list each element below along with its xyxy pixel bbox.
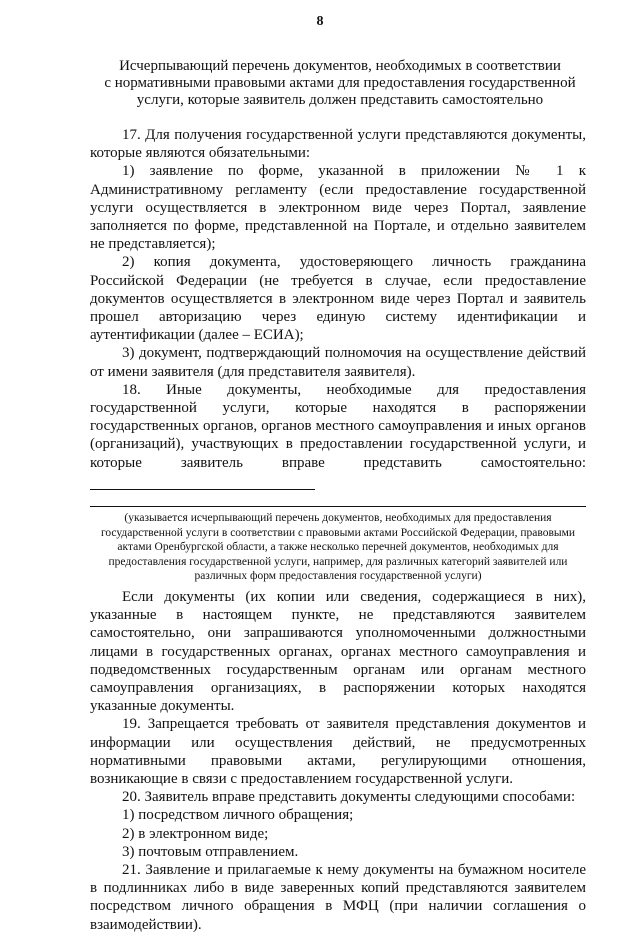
paragraph-21: 21. Заявление и прилагаемые к нему документы на бумажном носителе в подлинниках либо в виде заверенных копий представляются заявителем посредством личного обращения в МФЦ (при наличии соглашения о взаимодействии). xyxy=(90,862,586,933)
paragraph-17-item-3: 3) документ, подтверждающий полномочия на осуществление действий от имени заявителя (для представителя заявителя). xyxy=(90,345,586,380)
paragraph-20-item-3: 3) почтовым отправлением. xyxy=(122,843,299,860)
paragraph-19: 19. Запрещается требовать от заявителя представления документов и информации или осуществления действий, не предусмотренных нормативными правовыми актами, регулирующими отношения, возникающие в связи с предоставлением государственной услуги. xyxy=(90,716,586,788)
paragraph-17-item-2: 2) копия документа, удостоверяющего личность гражданина Российской Федерации (не требуется в случае, если предоставление документов осуществляется в электронном виде через Портал и заявитель прошел авторизацию через единую систему идентификации и аутентификации (далее – ЕСИА); xyxy=(90,254,586,344)
blank-fill-line xyxy=(90,492,586,507)
paragraph-18-continued: Если документы (их копии или сведения, содержащиеся в них), указанные в настоящем пункте, не представляются заявителем самостоятельно, они запрашиваются уполномоченными должностными лицами в государственных органах, органах местного самоуправления и подведомственных государственным органам или органам местного самоуправления организациях, в распоряжении которых находятся указанные документы. xyxy=(90,589,586,715)
heading-line: услуги, которые заявитель должен представить самостоятельно xyxy=(136,92,544,108)
heading-line: с нормативными правовыми актами для предоставления государственной xyxy=(104,75,576,91)
page-number: 8 xyxy=(316,14,324,29)
heading-line: Исчерпывающий перечень документов, необходимых в соответствии xyxy=(119,58,561,74)
paragraph-20-item-1: 1) посредством личного обращения; xyxy=(122,807,354,824)
paragraph-17-item-1: 1) заявление по форме, указанной в приложении № 1 к Административному регламенту (если предоставление государственной услуги осуществляется в электронном виде через Портал, заявление заполняется по форме, представленной на Портале, и отдельно заявителем не представляется); xyxy=(90,163,586,253)
paragraph-17: 17. Для получения государственной услуги представляются документы, которые являются обязательными: xyxy=(90,127,586,162)
fill-in-line xyxy=(90,475,315,490)
document-body xyxy=(90,126,586,934)
paragraph-18-text: 18. Иные документы, необходимые для предоставления государственной услуги, которые находятся в распоряжении государственных органов, органов местного самоуправления и иных органов (организаций), участвующих в предоставлении государственной услуги, и которые заявитель вправе представить самостоятельно: xyxy=(90,381,586,471)
paragraph-20-item-2: 2) в электронном виде; xyxy=(122,825,269,842)
paragraph-18 xyxy=(90,381,586,490)
section-heading xyxy=(90,58,590,109)
explanatory-note: (указывается исчерпывающий перечень документов, необходимых для предоставления государственной услуги в соответствии с правовыми актами Российской Федерации, правовыми актами Оренбургской области, а также несколько перечней документов, необходимых для предоставления государственной услуги, например, для различных категорий заявителей или различных форм предоставления государственной услуги) xyxy=(100,512,576,583)
paragraph-20: 20. Заявитель вправе представить документы следующими способами: xyxy=(122,789,576,806)
